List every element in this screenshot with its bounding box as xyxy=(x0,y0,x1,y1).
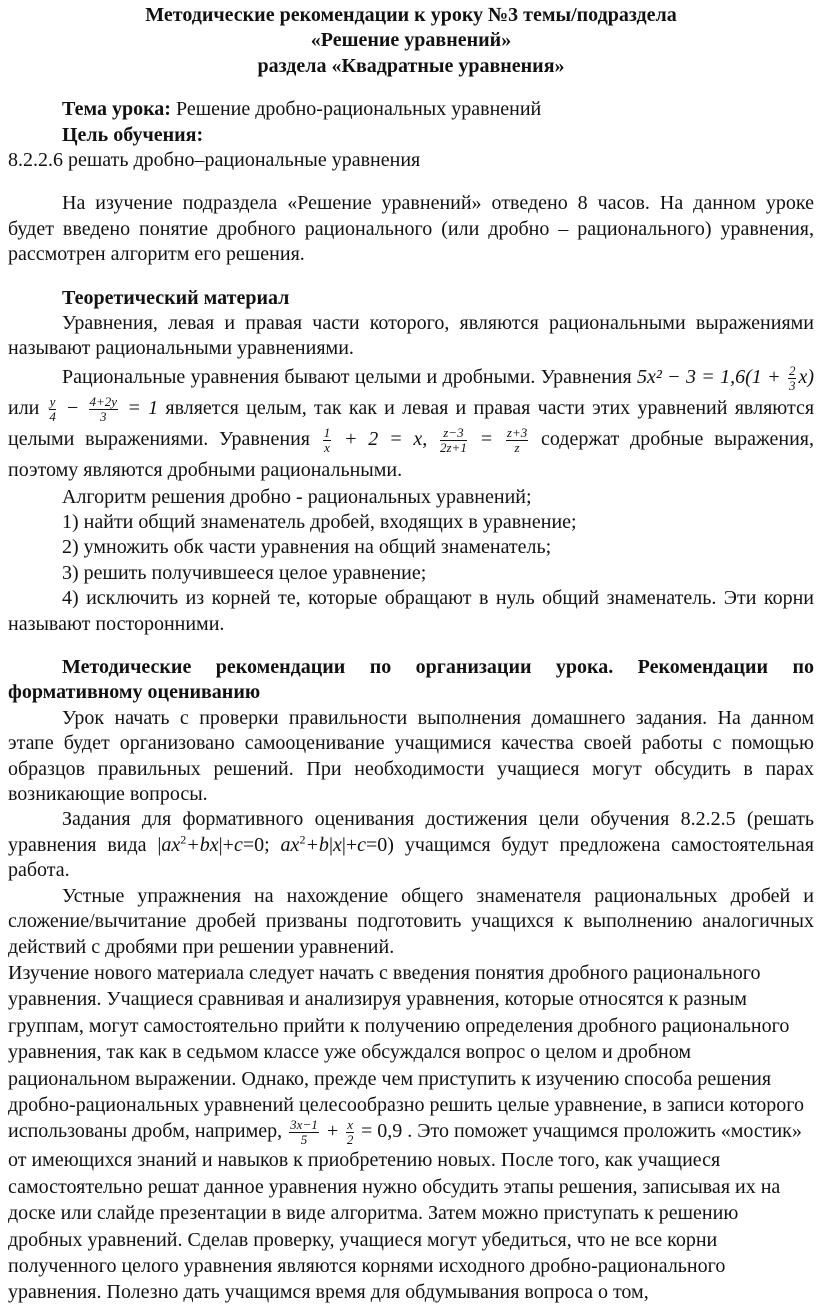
numerator: 1 xyxy=(323,424,331,440)
title-line-1: Методические рекомендации к уроку №3 темы/подраздела xyxy=(145,4,677,26)
method-paragraph-1: Урок начать с проверки правильности выполнения домашнего задания. На данном этапе будет организовано самооценивание учащимися качества своей работы с помощью образцов правильных решений. При необходимости учащиеся могут обсудить в парах возникающие вопросы. xyxy=(8,706,814,806)
goal-label xyxy=(8,123,814,148)
math: = xyxy=(468,427,504,450)
fraction xyxy=(788,364,797,393)
text: содержат дробные выражения, поэтому являются дробными рациональными. xyxy=(8,427,814,481)
denominator: 3 xyxy=(100,408,107,424)
math: − xyxy=(58,396,87,419)
denominator: 2z+1 xyxy=(440,439,467,455)
numerator: x xyxy=(347,1117,353,1133)
text: Изучение нового материала следует начать с введения понятия дробного рационального уравнения. Учащиеся сравнивая и анализируя уравнения, которые относятся к разным группам, могут самостоятельно прийти к получению определения дробного рационального уравнения, так как в седьмом классе уже обсуждался вопрос о целом и дробном рациональном выражении. Однако, прежде чем приступить к изучению способа решения дробно-рациональных уравнений целесообразно решить целые уравнение, в записи которого использованы дробм, например, xyxy=(8,961,804,1143)
text: |+ xyxy=(218,833,234,856)
document xyxy=(8,3,814,1306)
math: ax xyxy=(161,833,181,856)
math: +b xyxy=(305,833,329,856)
math: = 0,9 xyxy=(356,1120,403,1143)
text: |+ xyxy=(341,833,358,856)
text: Рациональные уравнения бывают целыми и дробными. Уравнения xyxy=(62,365,637,388)
math: 5x² − 3 = 1,6(1 + xyxy=(636,365,786,388)
math: +bx xyxy=(186,833,219,856)
numerator: z+3 xyxy=(506,424,528,440)
algorithm-step-4: 4) исключить из корней те, которые обращают в нуль общий знаменатель. Эти корни называют посторонними. xyxy=(8,587,814,635)
spacer xyxy=(8,637,814,655)
math: + 2 = x, xyxy=(333,427,438,450)
text: =0; xyxy=(242,833,281,856)
method-paragraph-2 xyxy=(8,807,814,883)
theory-heading-text: Теоретический материал xyxy=(62,286,290,309)
intro-paragraph: На изучение подраздела «Решение уравнений» отведено 8 часов. На данном уроке будет введено понятие дробного рационального (или дробно – рационального) уравнения, рассмотрен алгоритм его решения. xyxy=(8,192,814,266)
numerator: 4+2y xyxy=(89,393,118,409)
denominator: 2 xyxy=(346,1132,354,1148)
algorithm-intro: Алгоритм решения дробно - рациональных уравнений; xyxy=(62,485,532,508)
fraction xyxy=(89,395,119,424)
goal-label-text: Цель обучения: xyxy=(62,123,204,146)
math: c xyxy=(233,833,243,856)
title-line-2: «Решение уравнений» xyxy=(310,29,512,52)
denominator: 5 xyxy=(300,1132,308,1148)
math: + xyxy=(320,1120,345,1143)
text: | xyxy=(328,833,333,856)
fraction xyxy=(440,426,467,455)
theory-heading xyxy=(8,286,814,311)
spacer xyxy=(8,173,814,191)
text: =0) учащимся будут предложена самостоятельная работа. xyxy=(8,833,814,882)
math: c xyxy=(357,833,367,856)
numerator: 2 xyxy=(788,362,796,378)
algorithm-step-3: 3) решить получившееся целое уравнение; xyxy=(62,561,427,584)
theory-paragraph-2 xyxy=(8,362,814,485)
method-heading-text: Методические рекомендации по организации урока. Рекомендации по формативному оцениванию xyxy=(8,656,814,704)
topic xyxy=(8,97,814,122)
math: x xyxy=(332,833,342,856)
text-or: или xyxy=(8,396,47,419)
numerator: z−3 xyxy=(440,426,467,441)
text: Задания для формативного оценивания достижения цели обучения 8.2.2.5 (решать уравнения вида | xyxy=(8,808,814,856)
denominator: x xyxy=(324,439,330,455)
superscript: 2 xyxy=(299,832,306,847)
method-paragraph-3: Устные упражнения на нахождение общего знаменателя рациональных дробей и сложение/вычитание дробей призваны подготовить учащихся к выполнению аналогичных действий с дробями при решении уравнений. xyxy=(8,884,814,958)
topic-text: Решение дробно-рациональных уравнений xyxy=(170,98,542,121)
spacer xyxy=(8,268,814,286)
topic-label: Тема урока: xyxy=(62,98,171,121)
numerator: y xyxy=(49,393,56,409)
denominator: 4 xyxy=(49,408,56,424)
title-line-3: раздела «Квадратные уравнения» xyxy=(257,54,565,77)
fraction xyxy=(323,426,332,455)
fraction xyxy=(49,395,57,424)
theory-paragraph-1: Уравнения, левая и правая части которого, являются рациональными выражениями называют рациональными уравнениями. xyxy=(8,312,814,360)
denominator: z xyxy=(514,439,520,455)
algorithm-step-1: 1) найти общий знаменатель дробей, входящих в уравнение; xyxy=(62,511,577,533)
text: является целым, так как и левая и правая части этих уравнений являются целыми выражениями. Уравнения xyxy=(8,396,815,450)
fraction xyxy=(346,1118,354,1147)
goal-text: 8.2.2.6 решать дробно–рациональные уравнения xyxy=(8,149,421,172)
fraction xyxy=(506,426,528,455)
algorithm-step-2: 2) умножить обк части уравнения на общий знаменатель; xyxy=(62,536,552,559)
text: . Это поможет учащимся проложить «мостик» от имеющихся знаний и навыков к приобретению новых. После того, как учащиеся самостоятельно решат данное уравнения нужно обсудить этапы решения, записывая их на доске или слайде презентации в виде алгоритма. Затем можно приступать к решению дробных уравнений. Сделав проверку, учащиеся могут убедиться, что не все корни полученного целого уравнения являются корнями исходного дробно-рационального уравнения. Полезно дать учащимся время для обдумывания вопроса о том, xyxy=(8,1120,802,1304)
method-heading xyxy=(8,655,814,706)
superscript: 2 xyxy=(180,832,187,847)
math: ax xyxy=(280,833,300,856)
fraction xyxy=(289,1118,319,1147)
math: = 1 xyxy=(120,396,159,419)
denominator: 3 xyxy=(788,377,796,393)
method-paragraph-4 xyxy=(8,960,814,1306)
numerator: 3x−1 xyxy=(290,1117,318,1133)
math: x) xyxy=(798,365,814,388)
spacer xyxy=(8,79,814,97)
